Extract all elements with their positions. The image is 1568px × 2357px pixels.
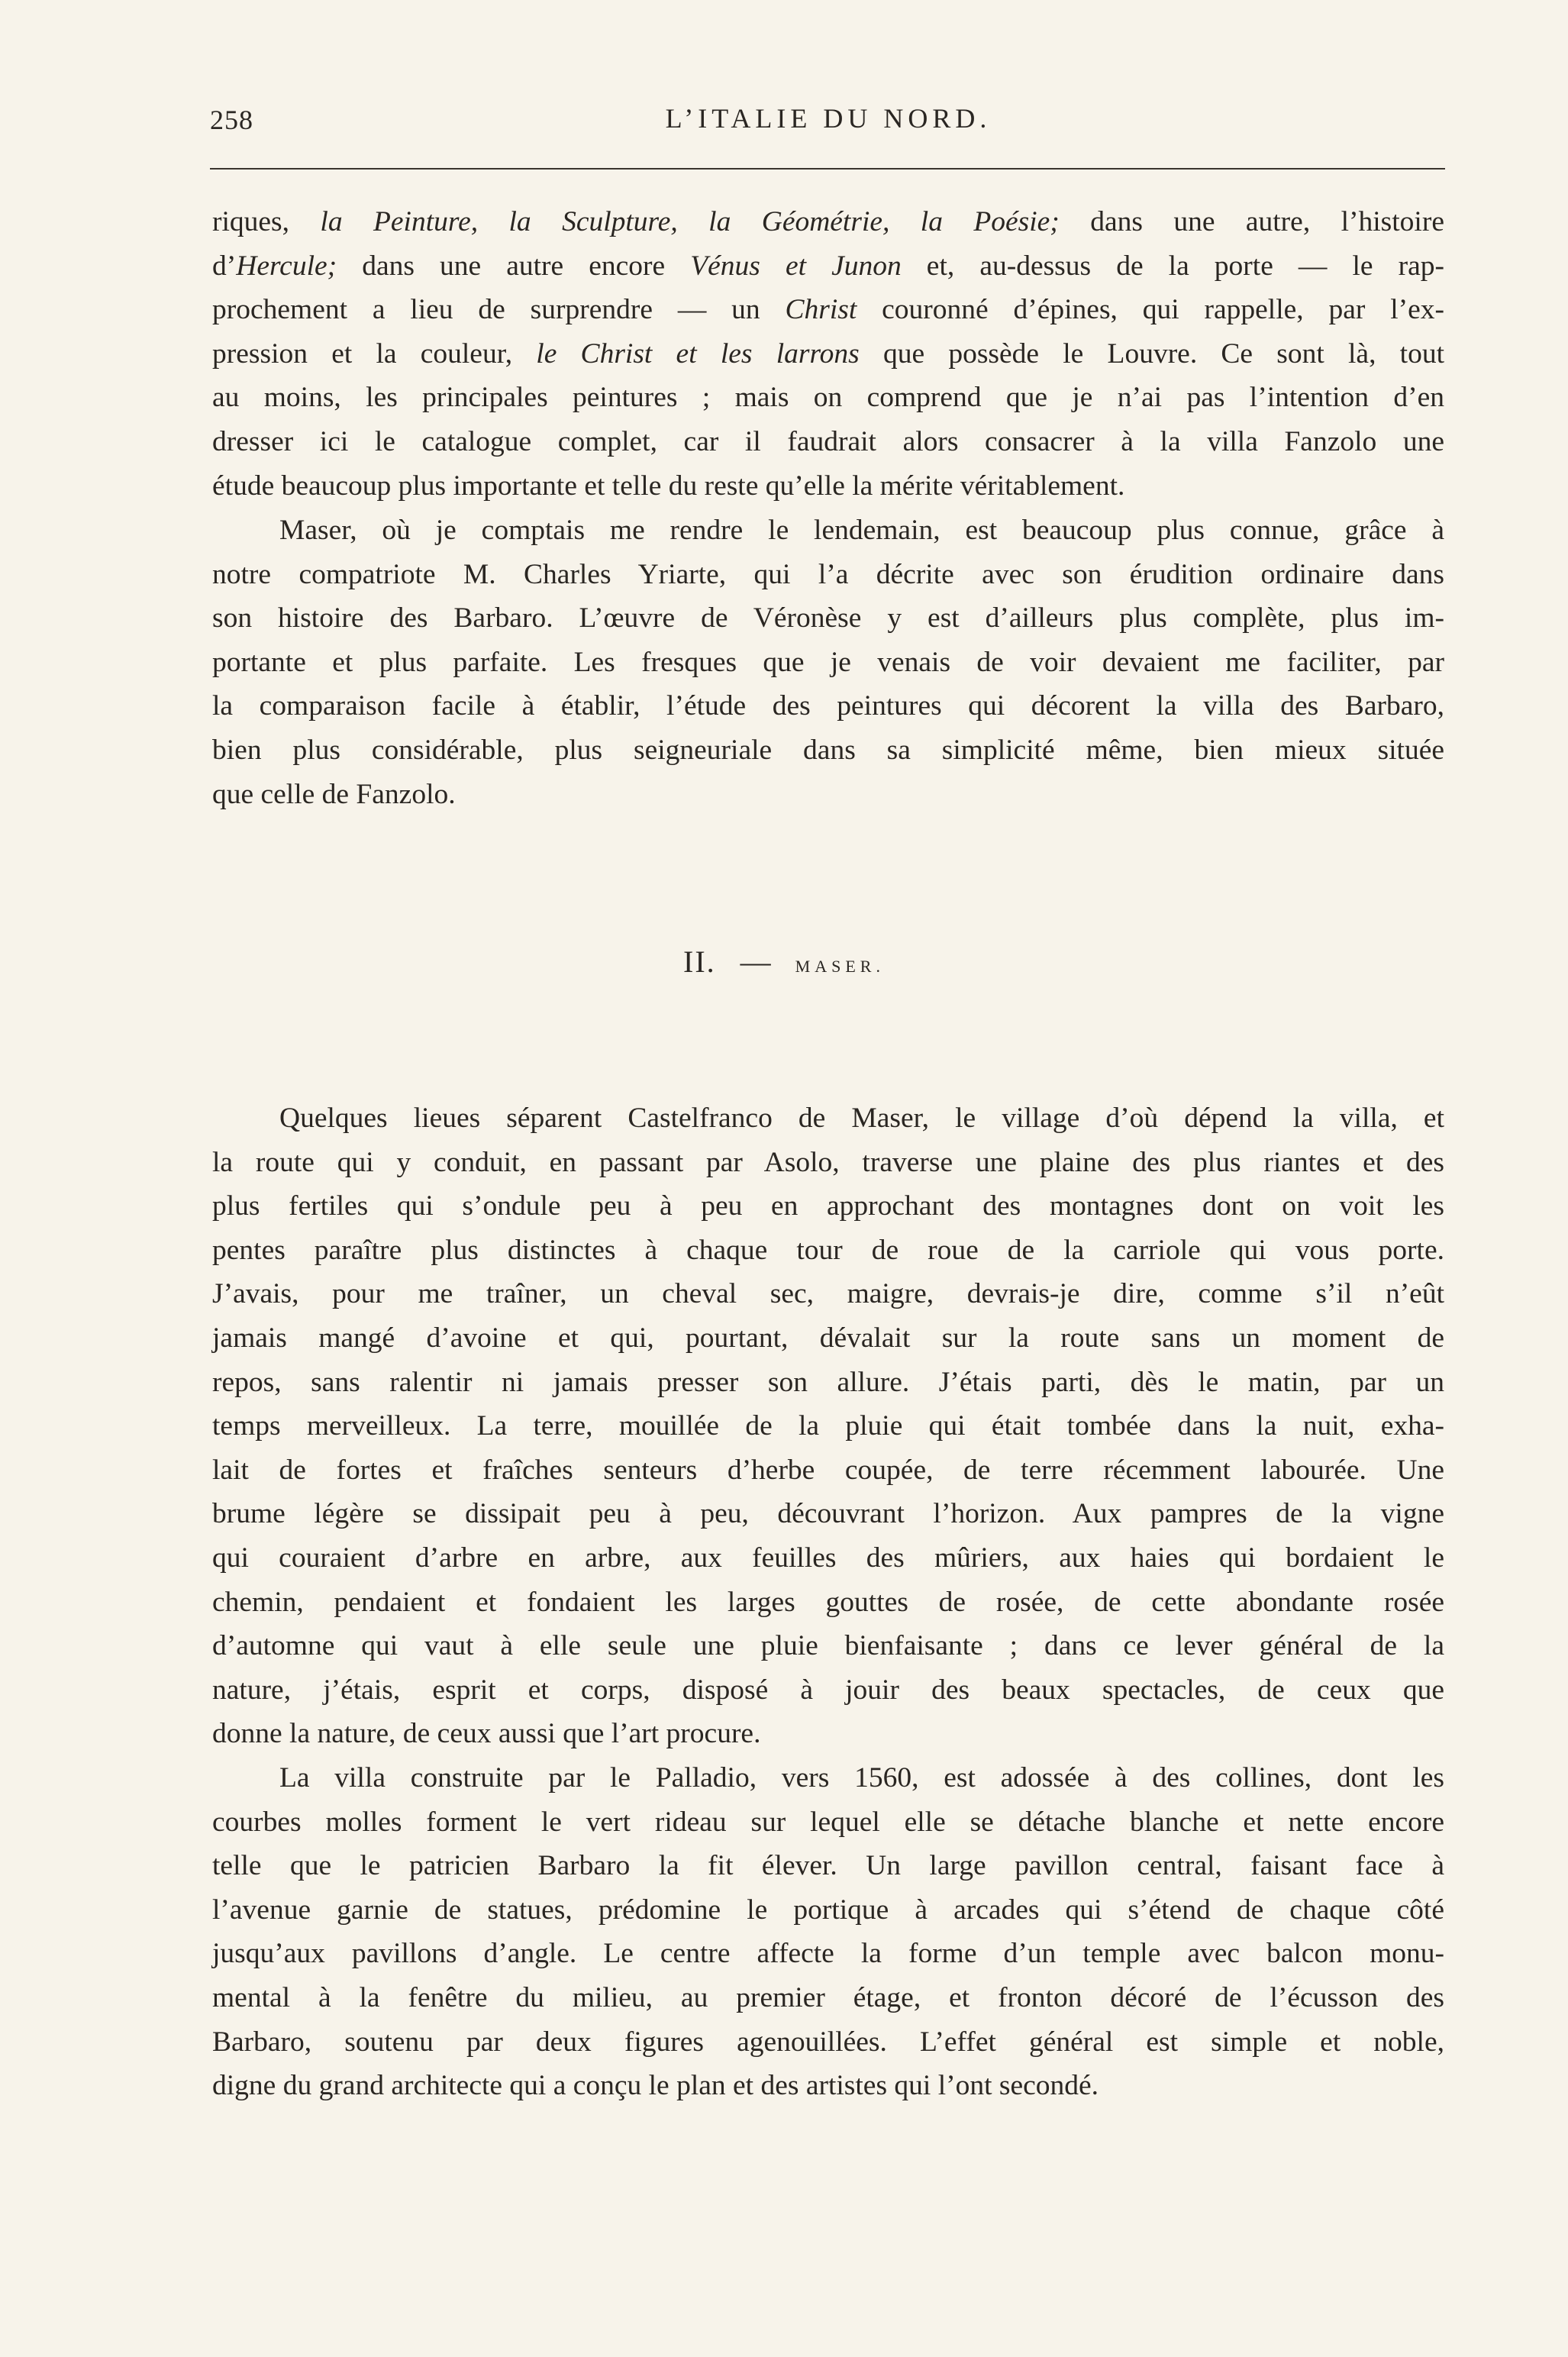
section-title: MASER. xyxy=(795,957,885,976)
text-run: repos, sans ralentir ni jamais presser son allure. J’étais parti, dès le matin, par un xyxy=(212,1366,1444,1398)
running-title: L’ITALIE DU NORD. xyxy=(665,103,992,134)
text-line xyxy=(212,2064,1444,2108)
text-run: la comparaison facile à établir, l’étude des peintures qui décorent la villa des Barbaro, xyxy=(212,690,1444,722)
text-run: donne la nature, de ceux aussi que l’art procure. xyxy=(212,1718,761,1750)
text-run: jamais mangé d’avoine et qui, pourtant, dévalait sur la route sans un moment de xyxy=(212,1322,1444,1354)
text-line xyxy=(212,1756,1444,1800)
text-line xyxy=(212,1316,1444,1361)
paragraph xyxy=(212,1756,1444,2108)
text-run: portante et plus parfaite. Les fresques que je venais de voir devaient me faciliter, par xyxy=(212,646,1444,678)
text-run: dans une autre encore xyxy=(337,250,691,282)
paragraph xyxy=(212,1096,1444,1756)
text-run: que possède le Louvre. Ce sont là, tout xyxy=(859,337,1444,370)
text-line xyxy=(212,1492,1444,1536)
header-rule xyxy=(210,168,1445,170)
text-run: couronné d’épines, qui rappelle, par l’ex- xyxy=(857,294,1444,326)
text-line xyxy=(212,1404,1444,1448)
text-line xyxy=(212,1888,1444,1932)
text-line xyxy=(212,1800,1444,1845)
section-number: II. xyxy=(683,944,716,979)
text-line xyxy=(212,773,1444,817)
text-line xyxy=(212,596,1444,641)
text-run: d’automne qui vaut à elle seule une pluie bienfaisante ; dans ce lever général de la xyxy=(212,1630,1444,1662)
text-line xyxy=(212,200,1444,244)
text-run: d’ xyxy=(212,250,237,282)
text-line xyxy=(212,244,1444,289)
text-run: J’avais, pour me traîner, un cheval sec, maigre, devrais-je dire, comme s’il n’eût xyxy=(212,1278,1444,1310)
text-run: plus fertiles qui s’ondule peu à peu en approchant des montagnes dont on voit les xyxy=(212,1190,1444,1222)
text-line xyxy=(212,1932,1444,1976)
text-run: courbes molles forment le vert rideau sur lequel elle se détache blanche et nette encore xyxy=(212,1806,1444,1838)
text-line xyxy=(212,1229,1444,1273)
text-line xyxy=(212,1624,1444,1668)
text-line xyxy=(212,641,1444,685)
text-line xyxy=(212,1536,1444,1580)
italic-text: la Peinture, la Sculpture, la Géométrie, la Poésie; xyxy=(320,206,1060,237)
text-line xyxy=(212,1712,1444,1756)
text-line xyxy=(212,2020,1444,2065)
text-run: pentes paraître plus distinctes à chaque tour de roue de la carriole qui vous porte. xyxy=(212,1234,1444,1266)
text-line xyxy=(212,553,1444,597)
page-header xyxy=(210,98,1447,144)
italic-text: Hercule; xyxy=(236,250,337,282)
text-line xyxy=(212,1580,1444,1625)
text-line xyxy=(212,1976,1444,2020)
text-line xyxy=(212,464,1444,509)
text-run: nature, j’étais, esprit et corps, disposé à jouir des beaux spectacles, de ceux que xyxy=(212,1674,1444,1706)
text-line xyxy=(212,684,1444,728)
text-run: pression et la couleur, xyxy=(212,337,537,370)
text-run: temps merveilleux. La terre, mouillée de la pluie qui était tombée dans la nuit, exha- xyxy=(212,1410,1444,1442)
text-run: au moins, les principales peintures ; mais on comprend que je n’ai pas l’intention d’en xyxy=(212,382,1444,414)
text-run: prochement a lieu de surprendre — un xyxy=(212,294,786,326)
italic-text: le Christ et les larrons xyxy=(536,337,860,370)
text-run: Quelques lieues séparent Castelfranco de Maser, le village d’où dépend la villa, et xyxy=(279,1103,1444,1134)
text-line xyxy=(212,1844,1444,1888)
text-line xyxy=(212,728,1444,773)
italic-text: Christ xyxy=(785,294,857,326)
text-run: qui couraient d’arbre en arbre, aux feuilles des mûriers, aux haies qui bordaient le xyxy=(212,1542,1444,1574)
text-line xyxy=(212,1184,1444,1229)
text-line xyxy=(212,1096,1444,1141)
text-line xyxy=(212,376,1444,420)
text-run: lait de fortes et fraîches senteurs d’herbe coupée, de terre récemment labourée. Une xyxy=(212,1454,1444,1486)
text-run: dans une autre, l’histoire xyxy=(1059,206,1444,237)
text-run: mental à la fenêtre du milieu, au premier étage, et fronton décoré de l’écusson des xyxy=(212,1981,1444,2013)
text-run: digne du grand architecte qui a conçu le plan et des artistes qui l’ont secondé. xyxy=(212,2070,1099,2102)
text-run: étude beaucoup plus importante et telle du reste qu’elle la mérite véritablement. xyxy=(212,470,1125,502)
text-run: brume légère se dissipait peu à peu, découvrant l’horizon. Aux pampres de la vigne xyxy=(212,1498,1444,1530)
text-run: Barbaro, soutenu par deux figures agenouillées. L’effet général est simple et noble, xyxy=(212,2026,1444,2058)
text-run: son histoire des Barbaro. L’œuvre de Véronèse y est d’ailleurs plus complète, plus im- xyxy=(212,602,1444,634)
text-line xyxy=(212,288,1444,332)
paragraph xyxy=(212,509,1444,816)
text-run: bien plus considérable, plus seigneuriale dans sa simplicité même, bien mieux située xyxy=(212,734,1444,766)
text-run: la route qui y conduit, en passant par Asolo, traverse une plaine des plus riantes et des xyxy=(212,1146,1444,1178)
text-line xyxy=(212,1361,1444,1405)
text-run: riques, xyxy=(212,206,321,237)
text-line xyxy=(212,1668,1444,1713)
text-run: notre compatriote M. Charles Yriarte, qui l’a décrite avec son érudition ordinaire dans xyxy=(212,558,1444,590)
text-run: et, au-dessus de la porte — le rap- xyxy=(901,250,1444,282)
text-run: chemin, pendaient et fondaient les larges gouttes de rosée, de cette abondante rosée xyxy=(212,1586,1444,1618)
section-heading xyxy=(0,944,1568,980)
italic-text: Vénus et Junon xyxy=(690,250,902,282)
text-run: La villa construite par le Palladio, vers 1560, est adossée à des collines, dont les xyxy=(279,1762,1444,1794)
text-line xyxy=(212,1448,1444,1493)
page-number: 258 xyxy=(210,105,253,135)
text-line xyxy=(212,1141,1444,1185)
text-run: telle que le patricien Barbaro la fit élever. Un large pavillon central, faisant face à xyxy=(212,1850,1444,1882)
text-line xyxy=(212,1272,1444,1316)
text-run: Maser, où je comptais me rendre le lendemain, est beaucoup plus connue, grâce à xyxy=(279,515,1444,546)
text-run: dresser ici le catalogue complet, car il faudrait alors consacrer à la villa Fanzolo une xyxy=(212,425,1444,457)
text-line xyxy=(212,509,1444,553)
text-run: l’avenue garnie de statues, prédomine le portique à arcades qui s’étend de chaque côté xyxy=(212,1894,1444,1926)
section-dash: — xyxy=(740,944,771,979)
paragraph xyxy=(212,200,1444,508)
text-line xyxy=(212,332,1444,376)
text-run: jusqu’aux pavillons d’angle. Le centre affecte la forme d’un temple avec balcon monu- xyxy=(212,1938,1444,1970)
text-line xyxy=(212,420,1444,464)
text-run: que celle de Fanzolo. xyxy=(212,778,456,810)
